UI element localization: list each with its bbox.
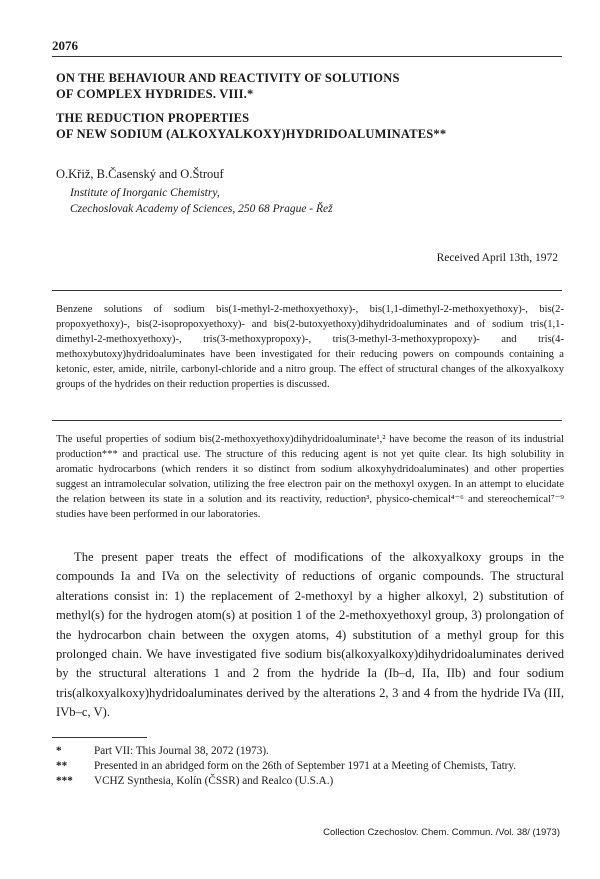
intro-paragraph: The useful properties of sodium bis(2-methoxyethoxy)dihydridoaluminate¹,² have become the reason of its industrial production*** and practical use. The structure of this reducing agent is not yet quite clear. Its high solubility in aromatic hydrocarbons (which renders it so distinct from sodium alkoxyhydridoaluminates) and other properties suggest an intramolecular solvation, utilizing the free electron pair on the methoxyl oxygen. In an attempt to elucidate the relation between its state in a solution and its reactivity, reduction³, physico-chemical⁴⁻⁶ and stereochemical⁷⁻⁹ studies have been performed in our laboratories. [56, 434, 564, 521]
article-subtitle [56, 110, 566, 142]
authors: O.Křiž, B.Časenský and O.Štrouf [56, 167, 224, 181]
affiliation [70, 185, 333, 217]
abstract: Benzene solutions of sodium bis(1-methyl-2-methoxyethoxy)-, bis(1,1-dimethyl-2-methoxyethoxy)-, bis(2-propoxyethoxy)-, bis(2-isopropoxyethoxy)- and bis(2-butoxyethoxy)dihydridoaluminates and of sodium tris(1,1-dimethyl-2-methoxyethoxy)-, tris(3-methoxypropoxy)-, tris(3-methyl-3-methoxypropoxy)- and tris(4-methoxybutoxy)hydridoaluminates have been investigated for their reducing powers on compounds containing a ketonic, ester, amide, nitrile, carbonyl-chloride and a nitro group. The effect of structural changes of the alkoxyalkoxy groups of the hydrides on their reduction properties is discussed. [56, 304, 564, 391]
received-date: Received April 13th, 1972 [436, 252, 558, 264]
footnote-mark: ** [56, 760, 68, 772]
page-number: 2076 [52, 38, 78, 53]
affiliation-line-1: Institute of Inorganic Chemistry, [70, 187, 220, 199]
footnote-text: Presented in an abridged form on the 26th of September 1971 at a Meeting of Chemists, Tatry. [94, 760, 517, 772]
title-line-2: OF COMPLEX HYDRIDES. VIII.* [56, 87, 254, 101]
subtitle-line-1: THE REDUCTION PROPERTIES [56, 111, 250, 125]
footnotes [56, 744, 564, 789]
footnote [56, 774, 564, 789]
footnote-mark: * [56, 745, 62, 757]
abstract-rule-bottom [52, 420, 562, 421]
footnote-rule [52, 737, 147, 738]
affiliation-line-2: Czechoslovak Academy of Sciences, 250 68 Prague - Řež [70, 203, 333, 215]
footnote [56, 759, 564, 774]
abstract-rule-top [52, 290, 562, 291]
article-title [56, 70, 566, 102]
footnote-text: VCHZ Synthesia, Kolín (ČSSR) and Realco (U.S.A.) [94, 775, 334, 787]
header-rule [52, 56, 562, 57]
footnote-mark: *** [56, 775, 73, 787]
title-line-1: ON THE BEHAVIOUR AND REACTIVITY OF SOLUTIONS [56, 71, 400, 85]
subtitle-line-2: OF NEW SODIUM (ALKOXYALKOXY)HYDRIDOALUMINATES** [56, 127, 447, 141]
footnote-text: Part VII: This Journal 38, 2072 (1973). [94, 745, 269, 757]
journal-footer: Collection Czechoslov. Chem. Commun. /Vol. 38/ (1973) [323, 827, 560, 838]
footnote [56, 744, 564, 759]
body-paragraph: The present paper treats the effect of modifications of the alkoxyalkoxy groups in the compounds Ia and IVa on the selectivity of reductions of organic compounds. The structural alterations consist in: 1) the replacement of 2-methoxyl by a higher alkoxyl, 2) substitution of methyl(s) for the hydrogen atom(s) at position 1 of the 2-methoxyethoxyl group, 3) prolongation of the hydrocarbon chain between the oxygen atoms, 4) substitution of a methyl group for this prolonged chain. We have investigated five sodium bis(alkoxyalkoxy)dihydridoaluminates derived by the structural alterations 1 and 2 from the hydride Ia (Ib–d, IIa, IIb) and four sodium tris(alkoxyalkoxy)hydridoaluminates derived by the alterations 2, 3 and 4 from the hydride IVa (III, IVb–c, V). [56, 550, 564, 720]
